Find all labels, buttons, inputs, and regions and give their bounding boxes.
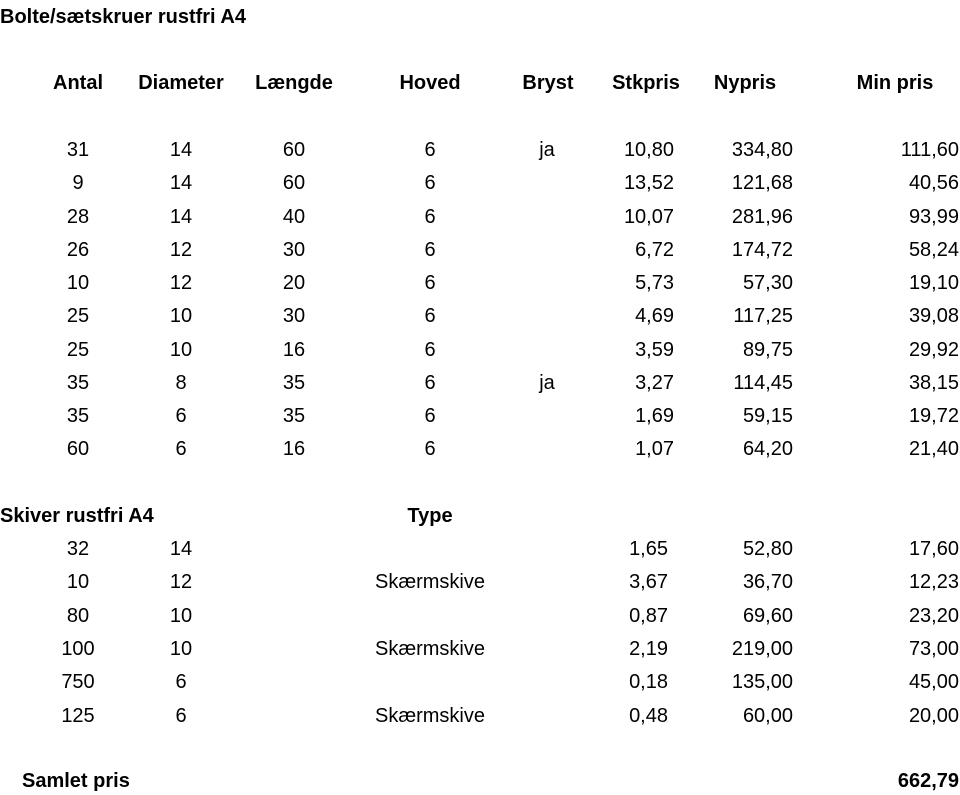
cell-hoved: 6 — [424, 238, 436, 261]
cell-antal: 100 — [61, 637, 95, 660]
total-label: Samlet pris — [22, 770, 130, 792]
cell-hoved: 6 — [424, 371, 436, 394]
cell-antal: 35 — [66, 371, 90, 394]
cell-min-pris: 73,00 — [908, 637, 959, 660]
cell-min-pris: 19,10 — [908, 272, 959, 294]
cell-min-pris: 21,40 — [908, 438, 959, 461]
cell-hoved: 6 — [424, 438, 436, 461]
cell-diameter: 8 — [175, 371, 187, 394]
cell-stkpris: 0,48 — [629, 704, 668, 727]
header-hoved: Hoved — [399, 72, 461, 94]
cell-diameter: 14 — [169, 538, 193, 560]
cell-diameter: 6 — [175, 704, 187, 727]
cell-nypris: 281,96 — [731, 205, 793, 228]
cell-type: Skærmskive — [374, 571, 486, 594]
cell-min-pris: 93,99 — [908, 205, 959, 228]
cell-min-pris: 12,23 — [908, 571, 959, 594]
cell-stkpris: 2,19 — [629, 637, 668, 660]
cell-hoved: 6 — [424, 272, 436, 294]
cell-hoved: 6 — [424, 139, 436, 161]
cell-diameter: 12 — [169, 571, 193, 594]
cell-diameter: 6 — [175, 671, 187, 694]
cell-stkpris: 1,07 — [635, 438, 674, 461]
cell-diameter: 14 — [169, 172, 193, 195]
cell-stkpris: 10,07 — [623, 205, 674, 228]
cell-diameter: 10 — [169, 305, 193, 328]
cell-min-pris: 29,92 — [908, 338, 959, 361]
header-nypris: Nypris — [713, 72, 777, 94]
cell-nypris: 52,80 — [742, 538, 793, 560]
cell-stkpris: 4,69 — [635, 305, 674, 328]
cell-nypris: 69,60 — [742, 604, 793, 627]
cell-min-pris: 39,08 — [908, 305, 959, 328]
cell-diameter: 6 — [175, 438, 187, 461]
cell-nypris: 114,45 — [733, 371, 793, 394]
cell-hoved: 6 — [424, 172, 436, 195]
cell-min-pris: 19,72 — [908, 405, 959, 427]
cell-nypris: 121,68 — [731, 172, 793, 195]
cell-diameter: 14 — [169, 139, 193, 161]
cell-laengde: 16 — [282, 438, 306, 461]
cell-antal: 9 — [72, 172, 84, 195]
header-antal: Antal — [53, 72, 103, 94]
header-type: Type — [407, 505, 453, 527]
cell-diameter: 10 — [169, 338, 193, 361]
cell-min-pris: 38,15 — [908, 371, 959, 394]
cell-antal: 26 — [66, 238, 90, 261]
cell-diameter: 10 — [169, 637, 193, 660]
header-laengde: Længde — [255, 72, 333, 94]
cell-stkpris: 1,65 — [629, 538, 668, 560]
cell-min-pris: 45,00 — [908, 671, 959, 694]
cell-nypris: 117,25 — [733, 305, 793, 328]
cell-nypris: 219,00 — [731, 637, 793, 660]
cell-bryst: ja — [539, 371, 555, 394]
header-stkpris: Stkpris — [612, 72, 680, 94]
cell-laengde: 35 — [282, 371, 306, 394]
cell-stkpris: 6,72 — [635, 238, 674, 261]
cell-min-pris: 58,24 — [908, 238, 959, 261]
cell-stkpris: 13,52 — [623, 172, 674, 195]
cell-stkpris: 3,27 — [635, 371, 674, 394]
cell-type: Skærmskive — [374, 637, 486, 660]
header-diameter: Diameter — [138, 72, 224, 94]
cell-antal: 125 — [61, 704, 95, 727]
cell-min-pris: 23,20 — [908, 604, 959, 627]
cell-antal: 80 — [66, 604, 90, 627]
cell-nypris: 334,80 — [731, 139, 793, 161]
total-value: 662,79 — [897, 770, 959, 792]
cell-nypris: 36,70 — [742, 571, 793, 594]
cell-laengde: 30 — [282, 305, 306, 328]
cell-laengde: 35 — [282, 405, 306, 427]
cell-diameter: 12 — [169, 238, 193, 261]
cell-hoved: 6 — [424, 205, 436, 228]
cell-antal: 31 — [66, 139, 90, 161]
cell-antal: 60 — [66, 438, 90, 461]
cell-nypris: 64,20 — [742, 438, 793, 461]
cell-stkpris: 3,67 — [629, 571, 668, 594]
cell-antal: 35 — [66, 405, 90, 427]
cell-nypris: 89,75 — [742, 338, 793, 361]
cell-nypris: 174,72 — [731, 238, 793, 261]
cell-min-pris: 17,60 — [908, 538, 959, 560]
cell-diameter: 12 — [169, 272, 193, 294]
cell-laengde: 60 — [282, 172, 306, 195]
cell-hoved: 6 — [424, 405, 436, 427]
cell-hoved: 6 — [424, 305, 436, 328]
cell-diameter: 10 — [169, 604, 193, 627]
cell-type: Skærmskive — [374, 704, 486, 727]
cell-hoved: 6 — [424, 338, 436, 361]
cell-antal: 28 — [66, 205, 90, 228]
cell-nypris: 59,15 — [742, 405, 793, 427]
cell-antal: 10 — [66, 272, 90, 294]
bolts-section-title: Bolte/sætskruer rustfri A4 — [0, 6, 246, 28]
cell-stkpris: 5,73 — [635, 272, 674, 294]
cell-diameter: 6 — [175, 405, 187, 427]
cell-stkpris: 1,69 — [635, 405, 674, 427]
cell-laengde: 20 — [282, 272, 306, 294]
cell-antal: 32 — [66, 538, 90, 560]
cell-laengde: 40 — [282, 205, 306, 228]
cell-stkpris: 0,18 — [629, 671, 668, 694]
cell-nypris: 60,00 — [742, 704, 793, 727]
cell-stkpris: 3,59 — [635, 338, 674, 361]
cell-laengde: 60 — [282, 139, 306, 161]
cell-antal: 25 — [66, 305, 90, 328]
cell-min-pris: 40,56 — [908, 172, 959, 195]
cell-min-pris: 111,60 — [900, 139, 959, 161]
cell-bryst: ja — [539, 139, 555, 161]
cell-antal: 25 — [66, 338, 90, 361]
cell-antal: 750 — [61, 671, 95, 694]
cell-laengde: 16 — [282, 338, 306, 361]
cell-stkpris: 10,80 — [623, 139, 674, 161]
header-min-pris: Min pris — [856, 72, 934, 94]
header-bryst: Bryst — [522, 72, 574, 94]
washers-section-title: Skiver rustfri A4 — [0, 505, 154, 527]
cell-diameter: 14 — [169, 205, 193, 228]
cell-nypris: 57,30 — [742, 272, 793, 294]
cell-stkpris: 0,87 — [629, 604, 668, 627]
cell-antal: 10 — [66, 571, 90, 594]
cell-min-pris: 20,00 — [908, 704, 959, 727]
cell-laengde: 30 — [282, 238, 306, 261]
cell-nypris: 135,00 — [731, 671, 793, 694]
